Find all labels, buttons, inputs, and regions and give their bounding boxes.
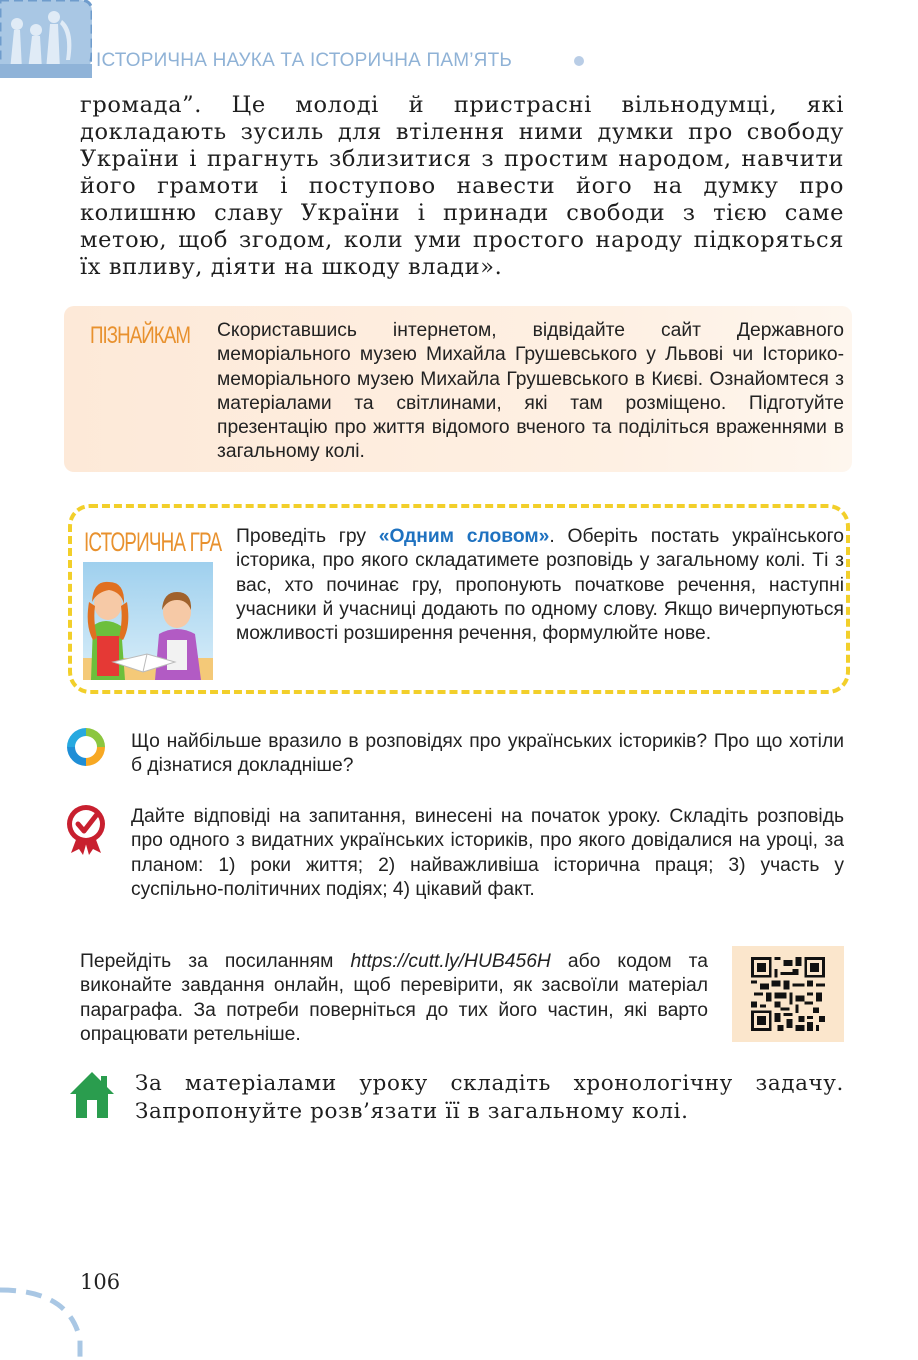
online-task-text: Перейдіть за посиланням https://cutt.ly/HUB456H або кодом та виконайте завдання онлайн, щоб перевірити, як засвоїли матеріал параграфа. За потреби поверніться до тих його частин, які варто опрацювати ретельніше. (80, 951, 708, 1045)
qr-code-icon[interactable] (749, 957, 827, 1031)
reflection-question-text: Що найбільше вразило в розповідях про українських істориків? Про що хотіли б дізнатися докладніше? (131, 731, 844, 777)
home-task-text: За матеріалами уроку складіть хронологічну задачу. Запропонуйте розв’язати її в загальному колі. (135, 1071, 844, 1124)
online-task-link[interactable]: https://cutt.ly/HUB456H (350, 951, 551, 972)
chapter-corner-illustration (0, 0, 92, 78)
continuation-paragraph: громада”. Це молоді й пристрасні вільнодумці, які докладають зусиль для втілення ними думки про свободу України і прагнуть зблизитися з простим народом, навчити його грамоти і поступово навести його на думку про колишню славу України і принади свободи з тією саме метою, щоб згодом, коли уми простого народу підкоряться їх впливу, діяти на шкоду влади». (80, 92, 844, 280)
check-badge-icon (63, 803, 109, 855)
self-check-text: Дайте відповіді на запитання, винесені на початок уроку. Складіть розповідь про одного з видатних українських істориків, про якого довідалися на уроці, за планом: 1) роки життя; 2) найважливіша історична праця; 3) участь у суспільно-політичних подіях; 4) цікавий факт. (131, 806, 844, 900)
header-dot (574, 56, 584, 66)
home-icon (68, 1070, 116, 1120)
piznaykam-label: ПІЗНАЙКАМ (90, 322, 190, 349)
children-reading-illustration (83, 562, 213, 680)
piznaykam-text: Скориставшись інтернетом, відвідайте сайт Державного меморіального музею Михайла Грушевського у Львові чи Історико-меморіального музею Михайла Грушевського в Києві. Ознайомтеся з матеріалами та світлинами, які там розміщено. Підготуйте презентацію про життя відомого вченого та поділіться враженнями в загальному колі. (217, 320, 844, 463)
page-corner-decoration (0, 1280, 100, 1360)
historical-game-text: Проведіть гру «Одним словом». Оберіть постать українського історика, про якого складатимете розповідь у загальному колі. Ті з вас, хто починає гру, пропонують початкове речення, наступні учасники й учасниці додають по одному слову. Якщо вичерпуються можливості розширення речення, формулюйте нове. (236, 526, 845, 645)
game-title-highlight: «Одним словом» (378, 526, 550, 547)
historical-game-label: ІСТОРИЧНА ГРА (84, 527, 222, 557)
page-number: 106 (80, 1270, 121, 1294)
cycle-icon (63, 724, 109, 770)
running-title: ІСТОРИЧНА НАУКА ТА ІСТОРИЧНА ПАМ’ЯТЬ (96, 50, 513, 71)
